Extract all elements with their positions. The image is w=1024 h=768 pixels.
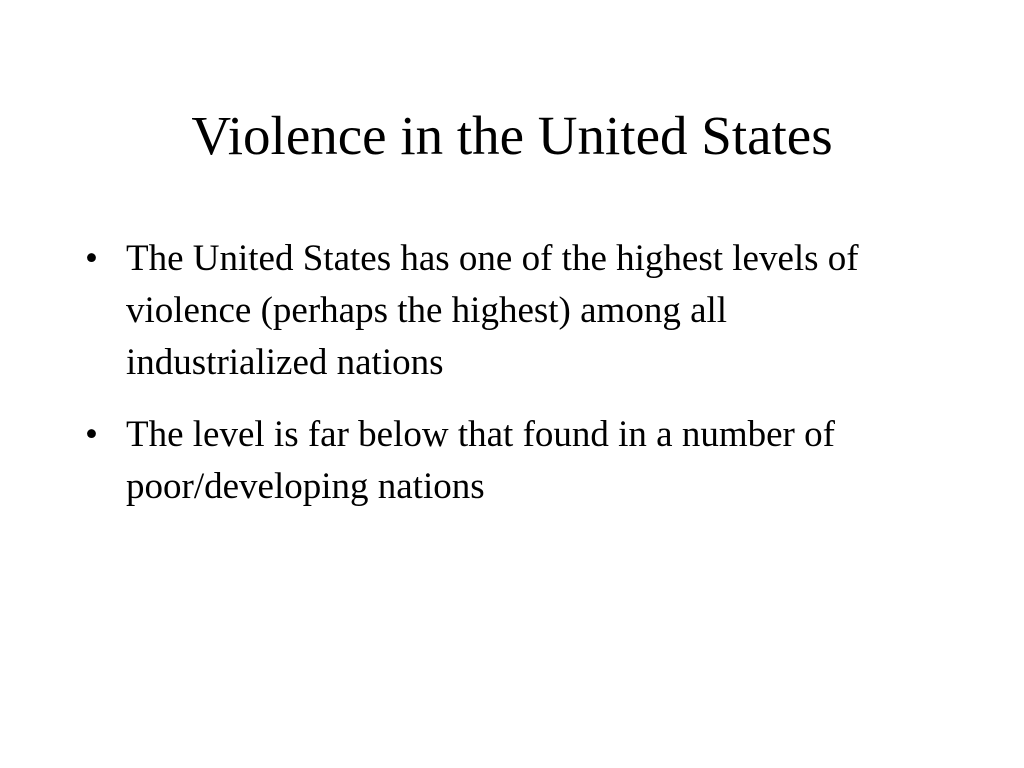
bullet-list <box>0 233 1024 533</box>
bullet-text-2: The level is far below that found in a number of poor/developing nations <box>126 414 835 507</box>
bullet-marker: • <box>85 414 98 455</box>
slide-title: Violence in the United States <box>191 105 833 166</box>
bullet-item-1 <box>0 233 1024 389</box>
bullet-text-1: The United States has one of the highest levels of violence (perhaps the highest) among all industrialized nations <box>126 238 859 383</box>
bullet-marker: • <box>85 238 98 279</box>
bullet-item-2 <box>0 409 1024 513</box>
